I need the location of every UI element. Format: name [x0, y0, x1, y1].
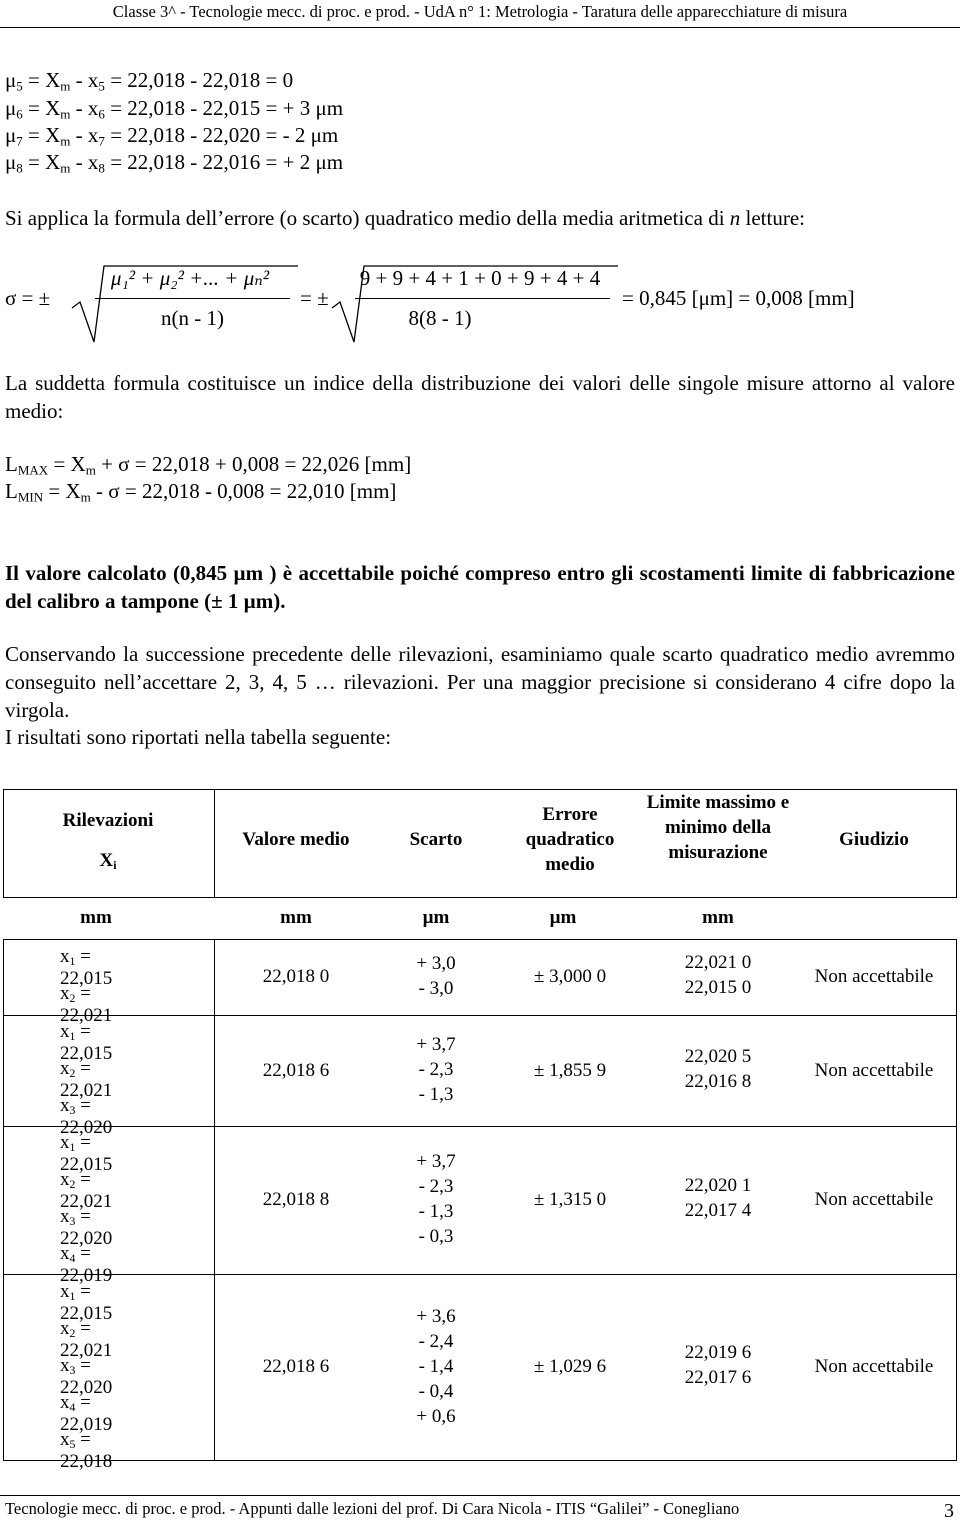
page-number: 3	[944, 1500, 954, 1522]
scarto-value: + 3,0	[416, 953, 456, 974]
deviation-line: $\mu_7 = X_m - x_7 = 22,018 - 22,020$ = - 2 μm	[5, 123, 339, 149]
limit-max: $L_{MAX} = X_m + \sigma = 22,018 + 0,008 = 22,026$ [mm]	[5, 452, 412, 478]
scarto-value: - 1,3	[418, 1201, 454, 1222]
reading-value: $x_2 = 22,021$	[60, 1317, 113, 1361]
paragraph-distribution: La suddetta formula costituisce un indice della distribuzione dei valori delle singole misure attorno al valore medio:	[5, 371, 955, 423]
judgement-value: Non accettabile	[814, 1059, 934, 1081]
mean-value: 22,018 8	[262, 1189, 330, 1210]
error-value: ± 3,000 0	[533, 966, 607, 987]
scarto-value: - 2,4	[418, 1330, 454, 1352]
header-rule	[0, 27, 960, 28]
deviation-line: $\mu_8 = X_m - x_8 = 22,018 - 22,016$ = + 2 μm	[5, 150, 344, 176]
error-value: ± 1,315 0	[533, 1189, 607, 1210]
reading-value: $x_1 = 22,015$	[60, 946, 113, 989]
limit-value: 22,017 6	[684, 1367, 752, 1388]
reading-value: $x_1 = 22,015$	[60, 1132, 113, 1175]
unit-readings: mm	[80, 907, 112, 928]
page-footer: Tecnologie mecc. di proc. e prod. - Appunti dalle lezioni del prof. Di Cara Nicola - ITIS “Galilei” - Conegliano	[5, 1499, 740, 1518]
col-border	[3, 789, 4, 897]
error-value: ± 1,855 9	[533, 1059, 607, 1081]
scarto-value: - 2,3	[418, 1176, 454, 1197]
reading-value: $x_5 = 22,018$	[60, 1428, 113, 1472]
table-border-header	[3, 897, 957, 898]
limit-value: 22,020 5	[684, 1045, 752, 1067]
reading-value: $x_3 = 22,020$	[60, 1206, 113, 1249]
row-divider	[3, 1274, 957, 1275]
unit-mean: mm	[280, 907, 312, 928]
unit-limits: mm	[702, 907, 734, 928]
th-errore: Errore quadratico medio	[525, 804, 615, 875]
scarto-value: + 3,7	[416, 1151, 456, 1172]
unit-error: µm	[549, 907, 577, 928]
table-border-bottom	[3, 1460, 957, 1461]
formula-intro	[5, 206, 805, 231]
scarto-value: + 3,6	[416, 1305, 456, 1327]
limit-value: 22,016 8	[684, 1070, 752, 1092]
col-border	[214, 789, 215, 897]
unit-scarto: µm	[422, 907, 450, 928]
reading-value: $x_4 = 22,019$	[60, 1243, 113, 1286]
reading-value: $x_2 = 22,021$	[60, 1169, 113, 1212]
reading-value: $x_1 = 22,015$	[60, 1280, 113, 1324]
formula-intro-n: n	[729, 206, 741, 230]
limit-value: 22,017 4	[684, 1200, 752, 1221]
formula-denominator-2: 8(8 - 1)	[408, 306, 472, 330]
th-giudizio: Giudizio	[839, 829, 909, 850]
th-scarto: Scarto	[409, 829, 463, 850]
scarto-value: + 0,6	[416, 1405, 456, 1427]
table-border-top	[3, 789, 957, 790]
footer-rule	[0, 1495, 960, 1496]
scarto-value: - 1,3	[418, 1084, 454, 1105]
limit-min: $L_{MIN} = X_m - \sigma = 22,018 - 0,008 = 22,010$ [mm]	[5, 479, 397, 505]
th-rilevazioni: Rilevazioni	[62, 810, 154, 831]
deviation-line: $\mu_6 = X_m - x_6 = 22,018 - 22,015$ = + 3 μm	[5, 96, 344, 122]
scarto-value: - 2,3	[418, 1059, 454, 1080]
row-divider	[3, 1126, 957, 1127]
formula-intro-tail: letture:	[740, 206, 806, 230]
page-header: Classe 3^ - Tecnologie mecc. di proc. e prod. - UdA n° 1: Metrologia - Taratura delle apparecchiature di misura	[112, 2, 848, 21]
formula-denominator-1: n(n - 1)	[161, 306, 224, 330]
row-divider	[3, 1015, 957, 1016]
judgement-value: Non accettabile	[814, 966, 934, 987]
col-border	[3, 939, 4, 1460]
mean-value: 22,018 6	[262, 1356, 330, 1377]
paragraph-conclusion: Il valore calcolato (0,845 µm ) è accettabile poiché compreso entro gli scostamenti limite di fabbricazione del calibro a tampone (± 1 µm).	[5, 561, 955, 613]
limit-value: 22,019 6	[684, 1342, 752, 1363]
th-xi: $X_i$	[99, 850, 117, 872]
reading-value: $x_2 = 22,021$	[60, 1058, 113, 1101]
formula-numerator-2: 9 + 9 + 4 + 1 + 0 + 9 + 4 + 4	[359, 266, 601, 290]
paragraph-succession: Conservando la successione precedente delle rilevazioni, esaminiamo quale scarto quadratico medio avremmo conseguito nell’accettare 2, 3, 4, 5 … rilevazioni. Per una maggior precisione si considerano 4 cifre dopo la virgola.	[5, 642, 955, 722]
scarto-value: - 3,0	[418, 978, 454, 999]
table-border-units	[3, 939, 957, 940]
mean-value: 22,018 6	[262, 1059, 330, 1081]
limit-value: 22,021 0	[684, 952, 752, 973]
scarto-value: - 1,4	[418, 1355, 454, 1377]
limit-value: 22,015 0	[684, 977, 752, 998]
judgement-value: Non accettabile	[814, 1356, 934, 1377]
error-value: ± 1,029 6	[533, 1356, 607, 1377]
judgement-value: Non accettabile	[814, 1189, 934, 1210]
reading-value: $x_1 = 22,015$	[60, 1021, 113, 1064]
formula-result: = 0,845 [μm] = 0,008 [mm]	[622, 286, 855, 310]
scarto-value: + 3,7	[416, 1034, 456, 1055]
limit-value: 22,020 1	[684, 1175, 752, 1196]
col-border	[956, 789, 957, 897]
formula-numerator-1: μ₁² + μ₂² +... + μₙ²	[110, 266, 270, 290]
reading-value: $x_3 = 22,020$	[60, 1095, 113, 1138]
scarto-value: - 0,3	[418, 1226, 454, 1247]
fraction-bar-1	[95, 298, 290, 299]
scarto-value: - 0,4	[418, 1380, 454, 1402]
mean-value: 22,018 0	[262, 966, 330, 987]
sigma-label: σ = ±	[5, 286, 51, 310]
th-valore-medio: Valore medio	[242, 829, 350, 850]
reading-value: $x_4 = 22,019$	[60, 1391, 113, 1435]
formula-intro-text: Si applica la formula dell’errore (o scarto) quadratico medio della media aritmetica di	[5, 206, 730, 230]
reading-value: $x_2 = 22,021$	[60, 983, 113, 1026]
th-limite: Limite massimo e minimo della misurazione	[646, 792, 790, 863]
deviation-line: $\mu_5 = X_m - x_5 = 22,018 - 22,018 = 0$	[5, 68, 294, 94]
reading-value: $x_3 = 22,020$	[60, 1354, 113, 1398]
fraction-bar-2	[355, 298, 610, 299]
paragraph-table-intro: I risultati sono riportati nella tabella seguente:	[5, 725, 392, 749]
formula-eq: = ±	[300, 286, 329, 310]
